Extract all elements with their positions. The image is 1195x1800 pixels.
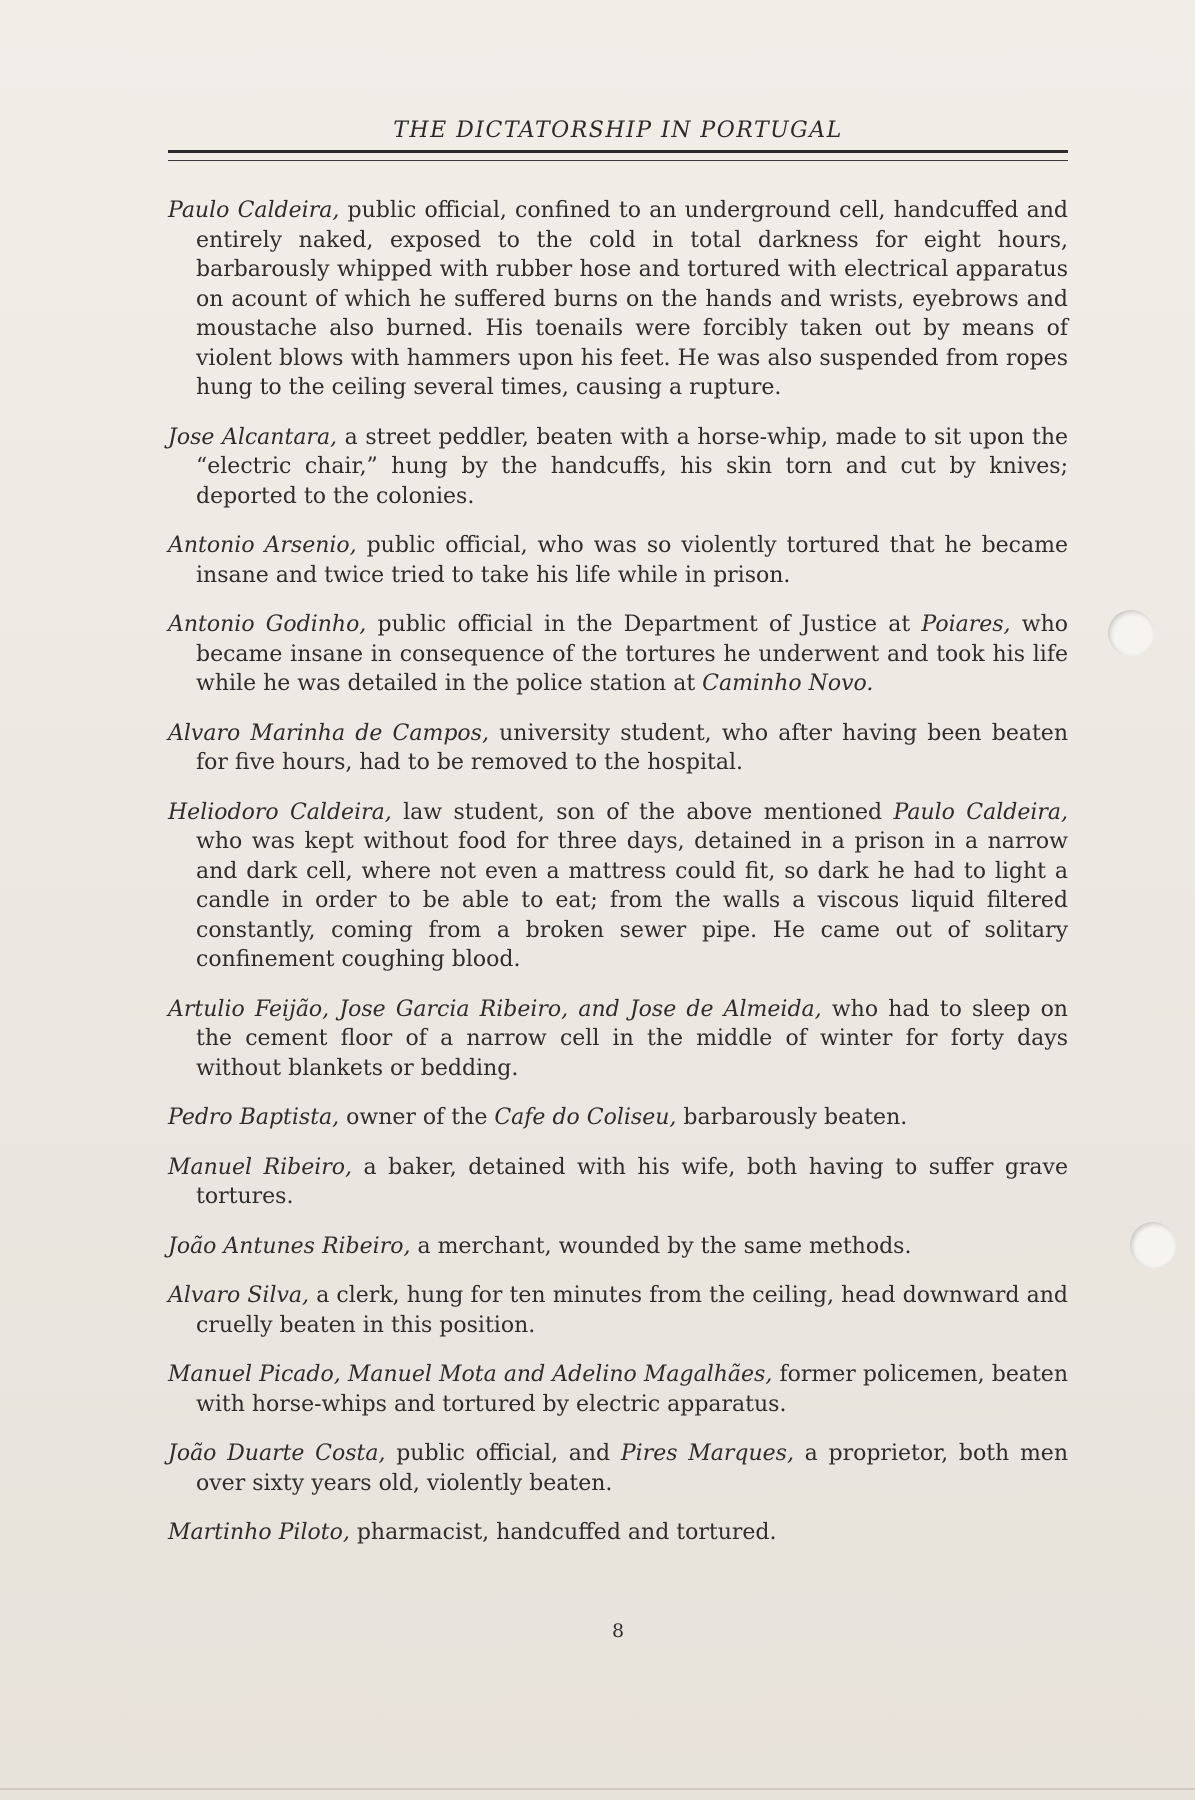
entry-text: who had to sleep on the cement floor of a narrow cell in the middle of winter for forty days without blankets or bedding. — [196, 996, 1068, 1081]
entry-jose-alcantara — [168, 423, 1068, 512]
entry-name: Manuel Ribeiro, — [168, 1154, 353, 1180]
entry-name: Alvaro Marinha de Campos, — [168, 720, 489, 746]
entry-text: a street peddler, beaten with a horse-whip, made to sit upon the “electric chair,” hung by the handcuffs, his skin torn and cut by knives; deported to the colonies. — [196, 424, 1069, 509]
entry-text: owner of the — [346, 1105, 488, 1130]
entry-text: who became insane in consequence of the tortures he underwent and took his life while he was detailed in the police station at — [196, 612, 1068, 696]
entry-name-second: Pires Marques, — [620, 1441, 794, 1466]
entry-text: barbarously beaten. — [683, 1105, 908, 1130]
entry-text: public official in the Department of Justice at — [377, 612, 911, 637]
entry-name: Heliodoro Caldeira, — [168, 799, 392, 825]
binding-hole — [1108, 610, 1154, 656]
page-number: 8 — [611, 1620, 625, 1642]
entry-name: Pedro Baptista, — [168, 1105, 340, 1130]
entry-place: Poiares, — [921, 612, 1011, 637]
entry-pedro-baptista — [168, 1103, 1068, 1133]
entry-alvaro-marinha-de-campos — [168, 719, 1068, 778]
header-rule-thick — [168, 150, 1068, 153]
entry-text: university student, who after having been beaten for five hours, had to be removed to the hospital. — [196, 720, 1068, 775]
entry-antonio-godinho — [168, 610, 1068, 699]
entry-text: a merchant, wounded by the same methods. — [417, 1233, 912, 1259]
entry-joao-duarte-costa — [168, 1439, 1068, 1498]
entry-text: a clerk, hung for ten minutes from the ceiling, head downward and cruelly beaten in this position. — [196, 1283, 1068, 1338]
entry-name: Alvaro Silva, — [168, 1283, 310, 1308]
entry-martinho-piloto — [168, 1518, 1068, 1548]
entry-text: pharmacist, handcuffed and tortured. — [356, 1520, 777, 1545]
entry-name: Martinho Piloto, — [168, 1520, 350, 1545]
entry-artulio-feijao-group — [168, 995, 1068, 1084]
entry-joao-antunes-ribeiro — [168, 1232, 1068, 1262]
entry-place: Cafe do Coliseu, — [494, 1105, 677, 1130]
entry-place: Caminho Novo. — [702, 671, 874, 696]
running-head-title: THE DICTATORSHIP IN PORTUGAL — [393, 118, 843, 143]
header-rule-thin — [168, 160, 1068, 161]
entry-former-policemen — [168, 1360, 1068, 1419]
entry-text: public official, confined to an underground cell, handcuffed and entirely naked, exposed to the cold in total darkness for eight hours, barbarously whipped with rubber hose and tortured with electrical apparatus on acount of which he suffered burns on the hands and wrists, eyebrows and moustache also burned. His toenails were forcibly taken out by means of violent blows with hammers upon his feet. He was also suspended from ropes hung to the ceiling several times, causing a rupture. — [196, 198, 1069, 400]
entry-name: Artulio Feijão, Jose Garcia Ribeiro, and Jose de Almeida, — [168, 996, 822, 1022]
entry-name: Antonio Arsenio, — [168, 533, 357, 558]
entry-text: public official, and — [396, 1441, 611, 1466]
victims-list — [168, 196, 1068, 1568]
entry-text: former policemen, beaten with horse-whips and tortured by electric apparatus. — [196, 1362, 1068, 1417]
entry-name: João Antunes Ribeiro, — [168, 1233, 411, 1259]
entry-name: Jose Alcantara, — [168, 424, 338, 450]
entry-heliodoro-caldeira — [168, 798, 1068, 975]
entry-text: public official, who was so violently tortured that he became insane and twice tried to take his life while in prison. — [196, 533, 1068, 588]
entry-antonio-arsenio — [168, 531, 1068, 590]
entry-text: a proprietor, both men over sixty years old, violently beaten. — [196, 1441, 1068, 1496]
entry-alvaro-silva — [168, 1281, 1068, 1340]
entry-paulo-caldeira — [168, 196, 1068, 403]
entry-text: law student, son of the above mentioned — [403, 799, 883, 825]
page-bottom-edge — [0, 1788, 1195, 1790]
entry-name: João Duarte Costa, — [168, 1441, 386, 1466]
binding-hole — [1130, 1222, 1176, 1268]
entry-manuel-ribeiro — [168, 1153, 1068, 1212]
entry-name: Paulo Caldeira, — [168, 198, 340, 223]
entry-name: Antonio Godinho, — [168, 612, 367, 637]
entry-name: Manuel Picado, Manuel Mota and Adelino Magalhães, — [168, 1362, 773, 1387]
entry-reference: Paulo Caldeira, — [893, 799, 1069, 825]
entry-text: who was kept without food for three days, detained in a prison in a narrow and dark cell, where not even a mattress could fit, so dark he had to light a candle in order to be able to eat; from the walls a viscous liquid filtered constantly, coming from a broken sewer pipe. He came out of solitary confinement coughing blood. — [196, 829, 1068, 972]
entry-text: a baker, detained with his wife, both having to suffer grave tortures. — [196, 1154, 1068, 1209]
